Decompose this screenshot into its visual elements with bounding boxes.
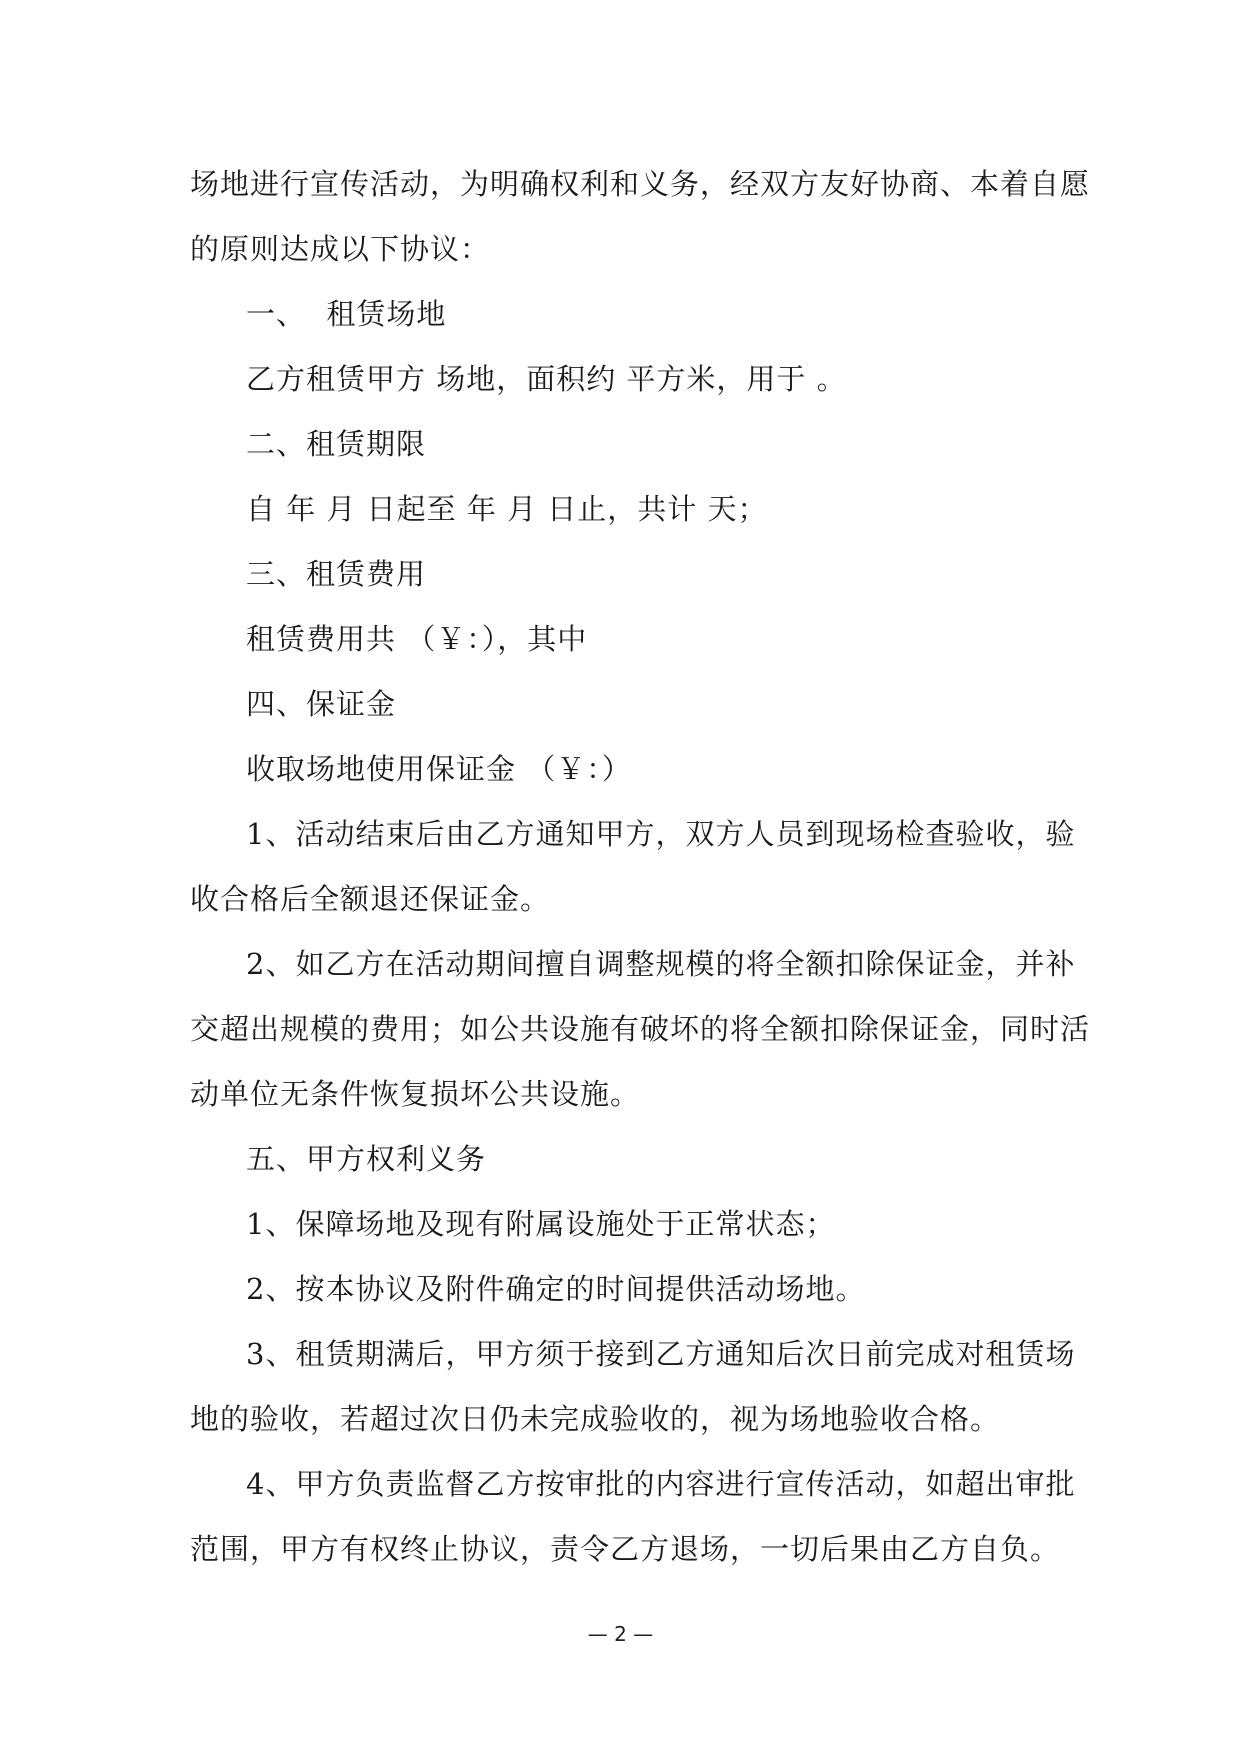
section-heading: 三、租赁费用 [246,557,427,591]
paragraph-line: 场地进行宣传活动，为明确权利和义务，经双方友好协商、本着自愿 [190,167,1091,201]
section-heading: 一、 租赁场地 [246,297,447,331]
paragraph-line: 收取场地使用保证金 （￥：） [246,752,632,786]
paragraph-line: 租赁费用共 （￥：），其中 [246,622,588,656]
paragraph-line: 范围，甲方有权终止协议，责令乙方退场，一切后果由乙方自负。 [190,1532,1061,1566]
paragraph-line: 4、甲方负责监督乙方按审批的内容进行宣传活动，如超出审批 [246,1467,1076,1501]
paragraph-line: 2、按本协议及附件确定的时间提供活动场地。 [246,1272,866,1306]
paragraph-line: 1、活动结束后由乙方通知甲方，双方人员到现场检查验收，验 [246,817,1076,851]
paragraph-line: 乙方租赁甲方 场地，面积约 平方米，用于 。 [246,362,847,396]
paragraph-line: 的原则达成以下协议： [190,232,491,266]
paragraph-line: 收合格后全额退还保证金。 [190,882,551,916]
paragraph-line: 3、租赁期满后，甲方须于接到乙方通知后次日前完成对租赁场 [246,1337,1076,1371]
paragraph-line: 自 年 月 日起至 年 月 日止，共计 天； [246,492,768,526]
paragraph-line: 1、保障场地及现有附属设施处于正常状态； [246,1207,836,1241]
section-heading: 二、租赁期限 [246,427,427,461]
page-number: — 2 — [587,1622,654,1646]
paragraph-line: 2、如乙方在活动期间擅自调整规模的将全额扣除保证金，并补 [246,947,1076,981]
paragraph-line: 地的验收，若超过次日仍未完成验收的，视为场地验收合格。 [190,1402,1001,1436]
section-heading: 四、保证金 [246,687,397,721]
section-heading: 五、甲方权利义务 [246,1142,487,1176]
paragraph-line: 交超出规模的费用；如公共设施有破坏的将全额扣除保证金，同时活 [190,1012,1091,1046]
paragraph-line: 动单位无条件恢复损坏公共设施。 [190,1077,641,1111]
